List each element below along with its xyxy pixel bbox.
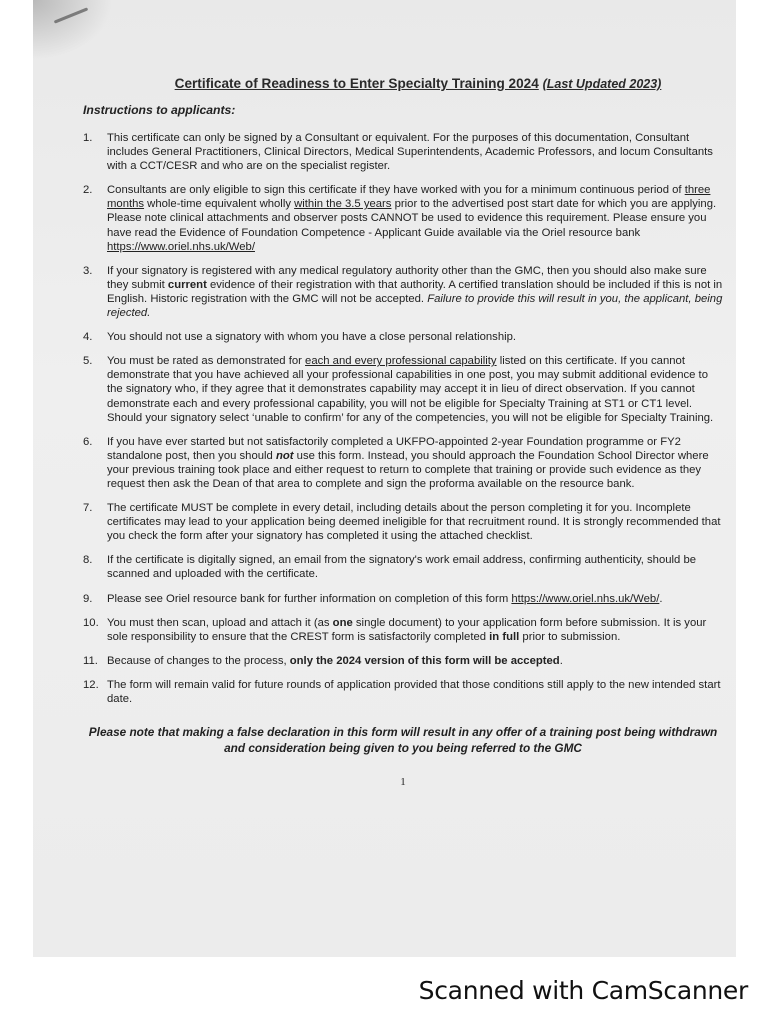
list-item [83, 330, 723, 344]
list-item [83, 616, 723, 644]
oriel-link: https://www.oriel.nhs.uk/Web/ [511, 592, 660, 605]
item-text: This certificate can only be signed by a Consultant or equivalent. For the purposes of this documentation, Consultant includes General Practitioners, Clinical Directors, Medical Superintendents, Academic Professors, and locum Consultants with a CCT/CESR and who are on the specialist register. [107, 132, 713, 173]
list-item [83, 264, 723, 320]
scanned-page [33, 0, 736, 957]
list-item [83, 354, 723, 424]
title-suffix: (Last Updated 2023) [542, 77, 662, 91]
item-number: 1. [83, 132, 93, 144]
item-number: 8. [83, 554, 93, 567]
instructions-heading: Instructions to applicants: [83, 103, 236, 117]
list-item [83, 435, 723, 491]
item-text: Consultants are only eligible to sign this certificate if they have worked with you for a minimum continuous period of three months whole-time equivalent wholly within the 3.5 years prior to the advertised post start date for which you are applying. Please note clinical attachments and observer posts CANNOT be used to evidence this requirement. Please ensure you have read the Evidence of Foundation Competence - Applicant Guide available via the Oriel resource bank https://www.oriel.nhs.uk/Web/ [107, 184, 717, 253]
item-text: You must be rated as demonstrated for each and every professional capability listed on this certificate. If you cannot demonstrate that you have achieved all your professional capabilities in one post, you may submit additional evidence to the signatory who, if they agree that it demonstrates capability may accept it in lieu of direct observation. If you cannot demonstrate each and every professional capability, you will not be eligible for Specialty Training at ST1 or CT1 level. Should your signatory select ‘unable to confirm’ for any of the competencies, you will not be eligible for Specialty Training. [107, 355, 714, 424]
item-text: If the certificate is digitally signed, an email from the signatory's work email address, confirming authenticity, should be scanned and uploaded with the certificate. [107, 554, 697, 581]
item-number: 4. [83, 331, 93, 344]
false-declaration-note: Please note that making a false declaration in this form will result in any offer of a training post being withdrawn and consideration being given to you being referred to the GMC [88, 725, 718, 756]
item-text: Please see Oriel resource bank for further information on completion of this form https://www.oriel.nhs.uk/Web/. [107, 592, 663, 605]
item-text: The certificate MUST be complete in every detail, including details about the person completing it for you. Incomplete certificates may lead to your application being deemed ineligible for that recruitment round. It is strongly recommended that you check the form after your signatory has completed it using the attached checklist. [107, 502, 721, 543]
list-item [83, 678, 723, 706]
item-number: 6. [83, 435, 93, 448]
item-number: 10. [83, 616, 99, 629]
instructions-list [83, 131, 723, 706]
camscanner-watermark: Scanned with CamScanner [418, 976, 748, 1005]
list-item [83, 131, 723, 173]
item-text: You should not use a signatory with whom you have a close personal relationship. [107, 331, 517, 344]
list-item [83, 654, 723, 668]
item-text: You must then scan, upload and attach it (as one single document) to your application form before submission. It is your sole responsibility to ensure that the CREST form is satisfactorily completed in full prior to submission. [107, 616, 707, 643]
item-number: 12. [83, 678, 99, 691]
item-text: Because of changes to the process, only the 2024 version of this form will be accepted. [107, 654, 563, 667]
oriel-link: https://www.oriel.nhs.uk/Web/ [107, 240, 255, 253]
list-item [83, 592, 723, 606]
item-number: 7. [83, 502, 93, 515]
item-number: 11. [83, 654, 98, 667]
page-number: 1 [400, 776, 406, 789]
title-main: Certificate of Readiness to Enter Specialty Training 2024 [174, 76, 539, 91]
list-item [83, 501, 723, 543]
list-item [83, 183, 723, 253]
item-number: 2. [83, 184, 93, 197]
item-number: 3. [83, 264, 93, 277]
item-number: 9. [83, 592, 93, 605]
list-item [83, 553, 723, 581]
item-number: 5. [83, 355, 93, 368]
page-content [83, 76, 723, 788]
item-text: If you have ever started but not satisfactorily completed a UKFPO-appointed 2-year Foundation programme or FY2 standalone post, then you should not use this form. Instead, you should approach the Foundation School Director where your previous training took place and either request to return to complete that training or provide such evidence as they request then ask the Dean of that area to complete and sign the proforma available on the resource bank. [107, 435, 709, 490]
item-text: If your signatory is registered with any medical regulatory authority other than the GMC, then you should also make sure they submit current evidence of their registration with that authority. A certified translation should be included if this is not in English. Historic registration with the GMC will not be accepted. Failure to provide this will result in you, the applicant, being rejected. [107, 264, 723, 320]
item-text: The form will remain valid for future rounds of application provided that those conditions still apply to the new intended start date. [107, 678, 721, 705]
page-fold-mark [54, 7, 89, 23]
page-title [113, 76, 723, 91]
